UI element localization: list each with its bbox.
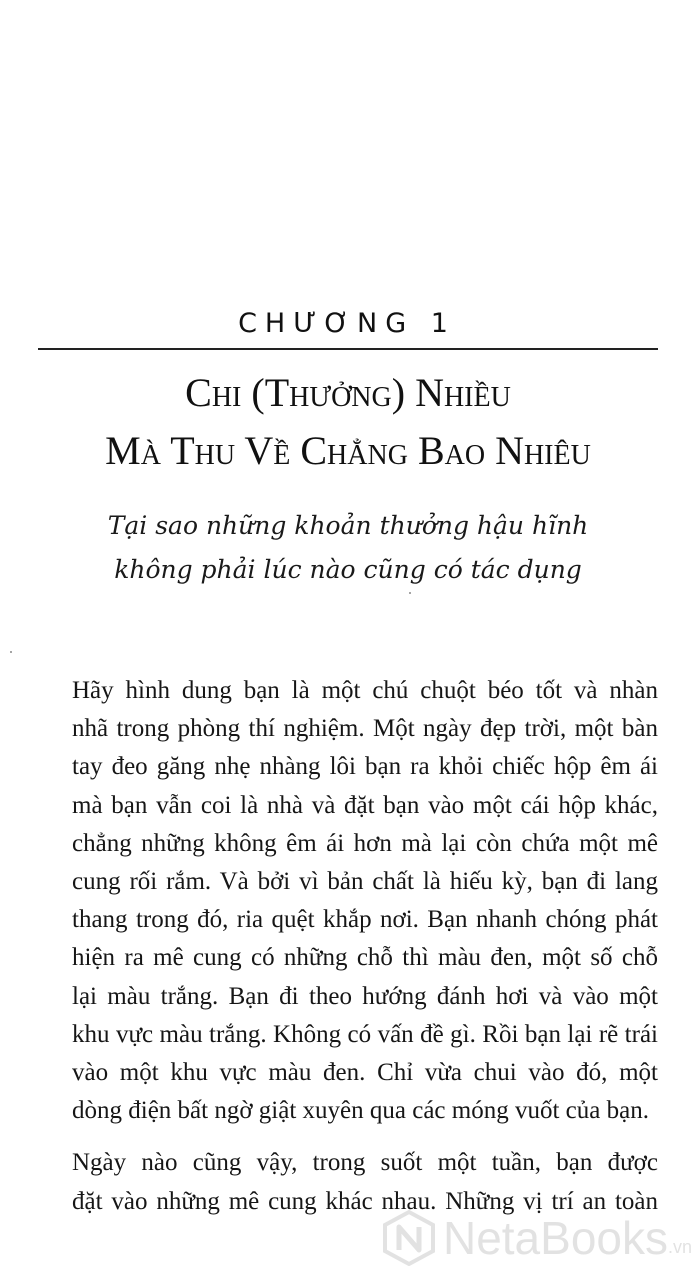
body-text	[72, 672, 658, 1221]
chapter-label: CHƯƠNG 1	[238, 308, 456, 339]
text-line: mà bạn vẫn coi là nhà và đặt bạn vào một cái hộp khác,	[72, 791, 658, 819]
watermark	[381, 1210, 692, 1266]
chapter-subtitle-line: không phải lúc nào cũng có tác dụng	[114, 555, 582, 584]
text-line: cung rối rắm. Và bởi vì bản chất là hiếu kỳ, bạn đi lang	[72, 868, 658, 896]
chapter-title-line: Chi (Thưởng) Nhiều	[185, 370, 511, 415]
scan-speck	[409, 592, 411, 594]
chapter-title	[38, 364, 658, 480]
paragraph-gap	[72, 1130, 658, 1144]
chapter-title-line: Mà Thu Về Chẳng Bao Nhiêu	[105, 428, 591, 473]
text-line: chẳng những không êm ái hơn mà lại còn chứa một mê	[72, 829, 658, 857]
watermark-suffix: .vn	[667, 1237, 692, 1257]
text-line: Ngày nào cũng vậy, trong suốt một tuần, bạn được	[72, 1149, 658, 1177]
chapter-subtitle	[38, 504, 658, 592]
text-line: tay đeo găng nhẹ nhàng lôi bạn ra khỏi chiếc hộp êm ái	[72, 753, 658, 781]
text-line: thang trong đó, ria quệt khắp nơi. Bạn nhanh chóng phát	[72, 906, 658, 934]
paragraph-1	[72, 672, 658, 1130]
chapter-subtitle-line: Tại sao những khoản thưởng hậu hĩnh	[107, 511, 589, 540]
text-line: hiện ra mê cung có những chỗ thì màu đen, một số chỗ	[72, 944, 658, 972]
text-line: nhã trong phòng thí nghiệm. Một ngày đẹp trời, một bàn	[72, 715, 658, 743]
scan-speck	[10, 651, 12, 653]
netabooks-logo-icon	[381, 1210, 437, 1266]
chapter-divider	[38, 348, 658, 350]
text-line: vào một khu vực màu đen. Chỉ vừa chui vào đó, một	[72, 1059, 658, 1087]
text-line: Hãy hình dung bạn là một chú chuột béo tốt và nhàn	[72, 677, 658, 704]
text-line: đặt vào những mê cung khác nhau. Những vị trí an toàn	[72, 1187, 658, 1215]
watermark-brand: NetaBooks	[442, 1212, 668, 1264]
text-line: lại màu trắng. Bạn đi theo hướng đánh hơi và vào một	[72, 982, 658, 1010]
text-line: dòng điện bất ngờ giật xuyên qua các móng vuốt của bạn.	[72, 1097, 649, 1125]
text-line: khu vực màu trắng. Không có vấn đề gì. Rồi bạn lại rẽ trái	[72, 1020, 658, 1048]
